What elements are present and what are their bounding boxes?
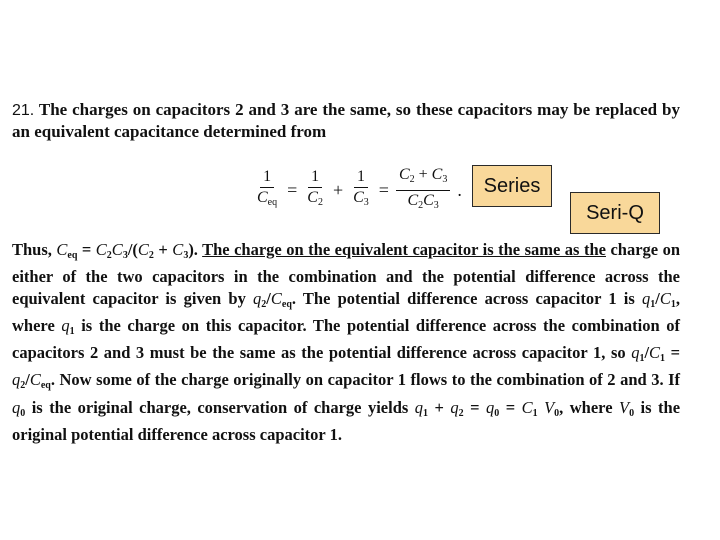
- solution-paragraph: Thus, $C_{eq} = C_2C_3/(C_2 + C_3)$. The charge on the equivalent capacitor is the same as the charge on either of the two capacitors in the combination and the potential difference across the equivalent capacitor is given by $q_2/C_{eq}$. The potential difference across capacitor 1 is $q_1/C_1$, where $q_1$ is the charge on this capacitor. The potential difference across the combination of capacitors 2 and 3 must be the same as the potential difference across capacitor 1, so $q_1/C_1 = q_2/C_{eq}$. Now some of the charge originally on capacitor 1 flows to the combination of 2 and 3. If $q_0$ is the original charge, conservation of charge yields $q_1 + q_2 = q_0 = C_1$ $V_0$, where $V_0$ is the original potential difference across capacitor 1.: [12, 240, 681, 445]
- seri-q-button[interactable]: Seri-Q: [570, 192, 660, 234]
- lhs-fraction: $\frac{1}{C_{eq}}$: [257, 168, 278, 208]
- equals-sign: =: [287, 179, 298, 200]
- equivalent-capacitance-equation: [250, 162, 465, 218]
- equals-sign: =: [378, 179, 389, 200]
- problem-heading: [12, 99, 680, 142]
- problem-number: 21.: [12, 102, 35, 119]
- term2-fraction: $\frac{1}{C_3}$: [353, 168, 369, 208]
- rhs-fraction: $\frac{C_2 + C_3}{C_2C_3}$: [396, 165, 450, 216]
- period: .: [457, 179, 462, 200]
- plus-sign: +: [332, 179, 344, 200]
- term1-fraction: $\frac{1}{C_2}$: [307, 168, 323, 208]
- underlined-statement: The charge on the equivalent capacitor is the same as the: [202, 240, 606, 259]
- heading-text: The charges on capacitors 2 and 3 are the same, so these capacitors may be replaced by an equivalent capacitance determined from: [12, 100, 680, 141]
- series-button[interactable]: Series: [472, 165, 552, 207]
